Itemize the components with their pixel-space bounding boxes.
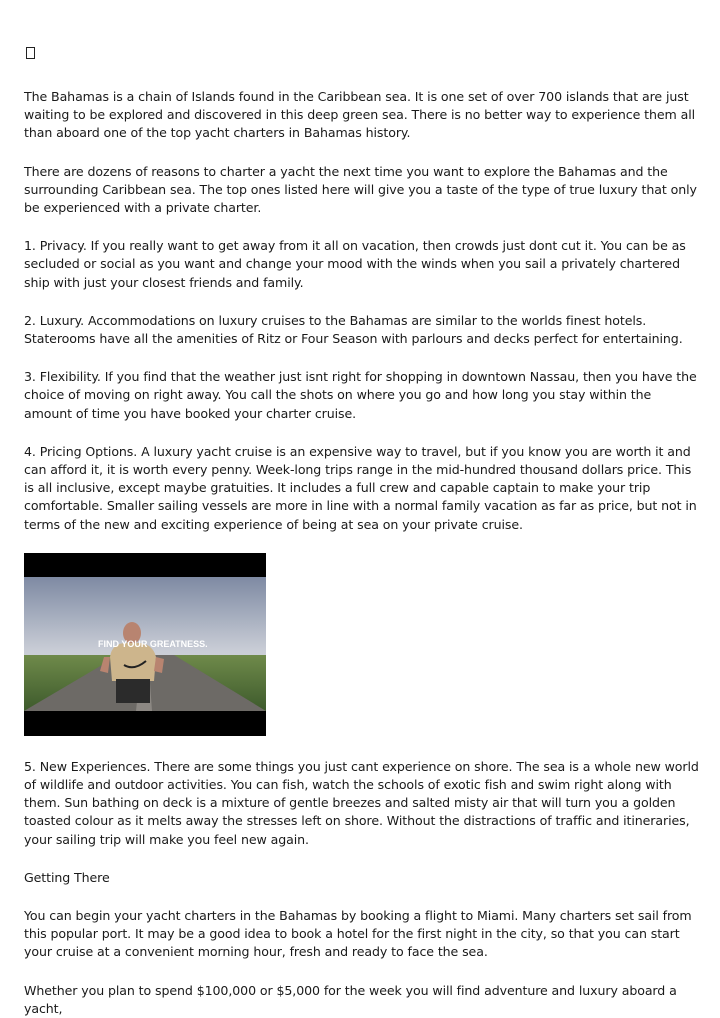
paragraph-luxury: 2. Luxury. Accommodations on luxury cruises to the Bahamas are similar to the worlds finest hotels. Staterooms have all the amenities of Ritz or Four Season with parlours and decks perfect for entertaining. <box>24 312 683 347</box>
embedded-video[interactable] <box>24 553 266 736</box>
paragraph-closing: Whether you plan to spend $100,000 or $5,000 for the week you will find adventure and luxury aboard a yacht, <box>24 982 677 1016</box>
paragraph-intro: The Bahamas is a chain of Islands found in the Caribbean sea. It is one set of over 700 islands that are just waiting to be explored and discovered in this deep green sea. There is no better way to experience them all than aboard one of the top yacht charters in Bahamas history. <box>24 89 695 141</box>
document-page <box>24 44 700 1018</box>
paragraph-experiences-end: and outdoor activities. You can fish, watch the schools of exotic fish and swim right along with them. Sun bathing on deck is a mixture of gentle breezes and salted misty air that will turn you a golden toasted colour as it melts away the stresses left on shore. Without the distractions of traffic and itineraries, your sailing trip will make you feel new again. <box>24 777 690 847</box>
video-frame-illustration <box>24 553 266 736</box>
missing-glyph-icon <box>24 44 700 63</box>
paragraph-pricing: 4. Pricing Options. A luxury yacht cruise is an expensive way to travel, but if you know you are worth it and can afford it, it is worth every penny. Week-long trips range in the mid-hundred thousand dollars price. This is all inclusive, except maybe gratuities. It includes a full crew and capable captain to make your trip comfortable. Smaller sailing vessels are more in line with a normal family vacation as far as price, but not in terms of the new and exciting experience of being at sea on your private cruise. <box>24 443 697 532</box>
paragraph-reasons: There are dozens of reasons to charter a yacht the next time you want to explore the Bahamas and the surrounding Caribbean sea. The top ones listed here will give you a taste of the type of true luxury that only be experienced with a private charter. <box>24 163 697 216</box>
paragraph-experiences-start: 5. New Experiences. There are some things you just cant experience on shore. The sea is a whole new world of wildlife <box>24 758 699 793</box>
video-overlay-text: FIND YOUR GREATNESS. <box>98 638 208 649</box>
paragraph-privacy: 1. Privacy. If you really want to get away from it all on vacation, then crowds just dont cut it. You can be as secluded or social as you want and change your mood with the winds when you sail a privately chartered ship with just your closest friends and family. <box>24 238 686 290</box>
paragraph-experiences <box>24 758 700 849</box>
heading-getting-there: Getting There <box>24 869 110 885</box>
paragraph-getting-there: You can begin your yacht charters in the Bahamas by booking a flight to Miami. Many charters set sail from this popular port. It may be a good idea to book a hotel for the first night in the city, so that you can start your cruise at a convenient morning hour, fresh and ready to face the sea. <box>24 908 692 960</box>
paragraph-flexibility: 3. Flexibility. If you find that the weather just isnt right for shopping in downtown Nassau, then you have the choice of moving on right away. You call the shots on where you go and how long you stay within the amount of time you have booked your charter cruise. <box>24 369 697 421</box>
